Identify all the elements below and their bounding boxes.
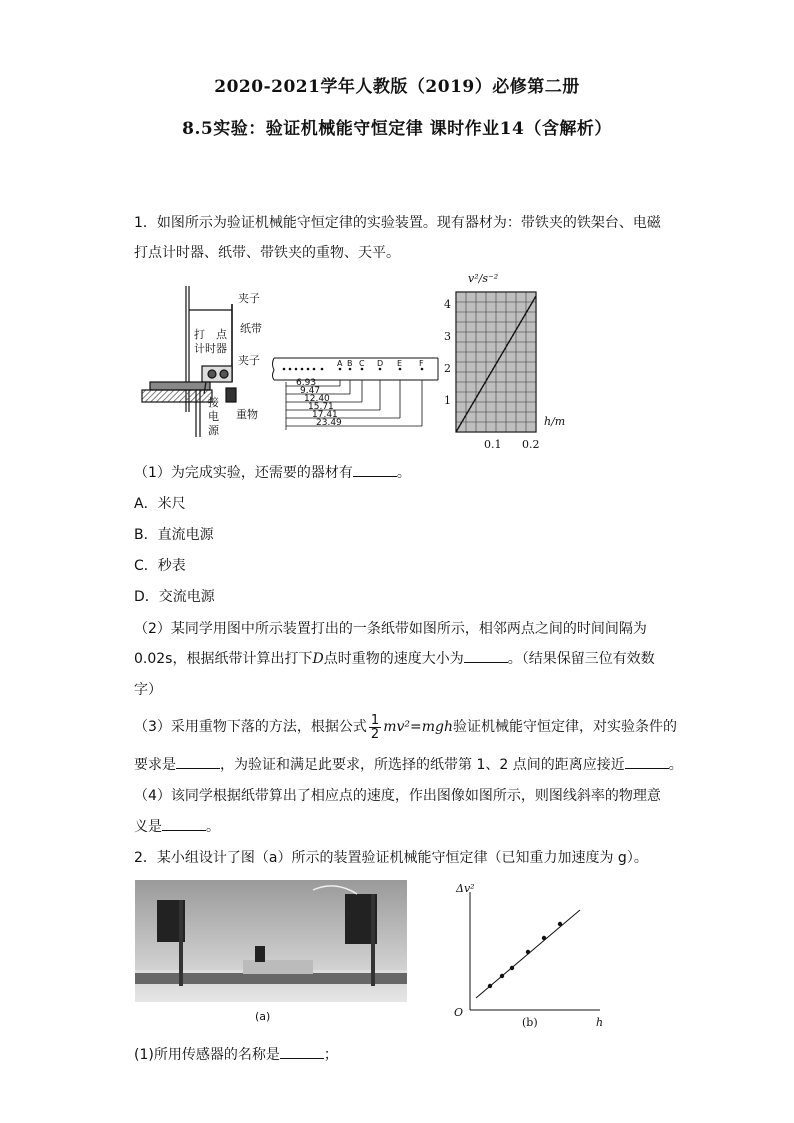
q1-option-c: C．秒表 [134, 558, 186, 574]
tape-distance-label: 9.47 [300, 386, 321, 396]
graph-ytick: 3 [444, 330, 451, 343]
tape-distance-label: 6.93 [296, 378, 317, 388]
q2-figure-a-caption: (a) [255, 1010, 271, 1023]
q1-sub3-line-2: 要求是 ，为验证和满足此要求，所选择的纸带第 1、2 点间的距离应接近 。 [134, 757, 683, 773]
q2-figure-a-photo [135, 880, 407, 1002]
q1-sub4-line-1: （4）该同学根据纸带算出了相应点的速度，作出图像如图所示，则图线斜率的物理意 [134, 788, 661, 804]
tape-point-label: D [377, 359, 384, 368]
tape-point [399, 368, 402, 371]
graph-xlabel: h/m [544, 415, 566, 428]
q1-sub2-line-2: 0.02s，根据纸带计算出打下D点时重物的速度大小为 。（结果保留三位有效数 [134, 651, 655, 667]
label-power-2: 电 [208, 410, 219, 423]
q1-sub4-line-2: 义是 。 [134, 819, 220, 835]
q2-stem: 2．某小组设计了图（a）所示的装置验证机械能守恒定律（已知重力加速度为 g）。 [134, 850, 648, 866]
tape-point-label: A [337, 359, 343, 368]
apparatus-figure [140, 282, 272, 442]
data-point [542, 936, 546, 940]
data-point [526, 950, 530, 954]
fig-b-origin: O [454, 1006, 464, 1019]
q1-sub1: （1）为完成实验，还需要的器材有 。 [134, 465, 411, 481]
q1-stem-line-1: 1．如图所示为验证机械能守恒定律的实验装置。现有器材为：带铁夹的铁架台、电磁 [134, 215, 661, 231]
label-clip-bottom: 夹子 [238, 354, 260, 367]
label-power-3: 源 [208, 424, 219, 437]
base [150, 382, 210, 390]
tape-point [339, 368, 342, 371]
answer-blank[interactable] [176, 756, 220, 769]
graph-ylabel: v²/s⁻² [468, 272, 499, 285]
tape-distance-label: 12.40 [304, 394, 330, 404]
title-line-1: 2020-2021学年人教版（2019）必修第二册 [214, 77, 580, 97]
tape-figure [270, 352, 445, 430]
fig-b-caption: (b) [522, 1016, 538, 1029]
graph-ytick: 4 [444, 298, 451, 311]
data-point [488, 984, 492, 988]
fig-b-ylabel: Δv² [456, 882, 475, 895]
fig-b-xlabel: h [596, 1016, 604, 1029]
title-line-2: 8.5实验：验证机械能守恒定律 课时作业14（含解析） [182, 119, 612, 139]
label-clip-top: 夹子 [238, 292, 260, 305]
tape-point [349, 368, 352, 371]
q1-stem-line-2: 打点计时器、纸带、带铁夹的重物、天平。 [134, 245, 400, 261]
label-weight: 重物 [236, 408, 258, 421]
answer-blank[interactable] [464, 650, 508, 663]
graph-ytick: 2 [444, 362, 451, 375]
q1-sub3-line-1: （3）采用重物下落的方法，根据公式 $\frac{1}{2}$ mv²=mgh验证机械能守恒定律，对实验条件的 [134, 712, 677, 742]
tape-point [421, 368, 424, 371]
label-tape: 纸带 [240, 322, 262, 335]
label-power-1: 接 [208, 396, 219, 409]
label-timer-2: 计时器 [194, 342, 227, 355]
tape-distance-label: 17.41 [312, 410, 338, 420]
answer-blank[interactable] [280, 1046, 324, 1059]
q1-sub2-line-1: （2）某同学用图中所示装置打出的一条纸带如图所示，相邻两点之间的时间间隔为 [134, 621, 647, 637]
glider [243, 960, 313, 974]
tape-point-label: B [347, 359, 353, 368]
q2-sub1: (1)所用传感器的名称是 ； [134, 1047, 338, 1063]
data-point [510, 966, 514, 970]
tape-point [379, 368, 382, 371]
q1-option-d: D．交流电源 [134, 589, 215, 605]
tape-distance-label: 23.49 [316, 418, 342, 428]
fraction-half: $\frac{1}{2}$ [370, 712, 380, 742]
tape-point-label: E [397, 359, 403, 368]
q1-option-a: A．米尺 [134, 496, 186, 512]
tape-point [361, 368, 364, 371]
q1-option-b: B．直流电源 [134, 527, 214, 543]
q2-figure-b-graph [450, 880, 610, 1030]
graph-xtick: 0.2 [522, 438, 540, 451]
weight [226, 388, 236, 402]
graph-ytick: 1 [444, 394, 451, 407]
answer-blank[interactable] [625, 756, 669, 769]
answer-blank[interactable] [162, 818, 206, 831]
data-point [500, 974, 504, 978]
tape-point-label: F [419, 359, 424, 368]
graph-xtick: 0.1 [484, 438, 502, 451]
tape-point-label: C [359, 359, 365, 368]
q1-sub2-line-3: 字） [134, 682, 162, 698]
answer-blank[interactable] [353, 464, 397, 477]
tape-distance-label: 15.71 [308, 402, 334, 412]
data-point [558, 922, 562, 926]
label-timer-1: 打 点 [194, 328, 227, 341]
v2-h-graph [438, 270, 578, 456]
